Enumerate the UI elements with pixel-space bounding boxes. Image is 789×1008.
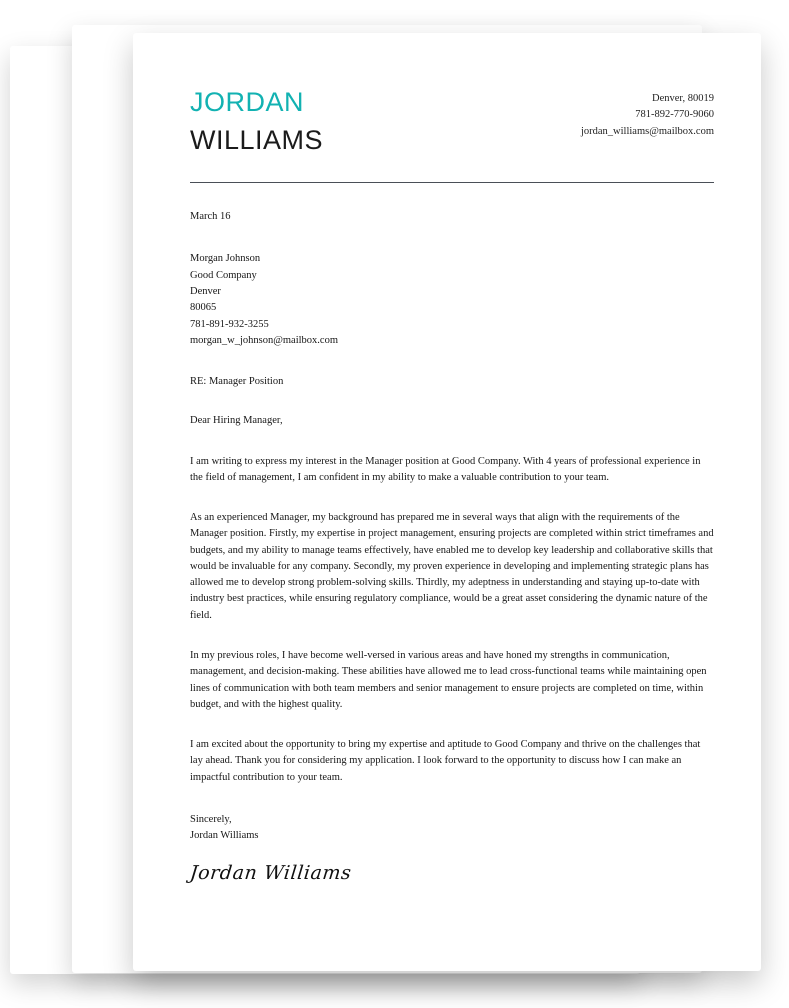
- body-paragraph-4: I am excited about the opportunity to bring my expertise and aptitude to Good Company and thrive on the challenges that lay ahead. Thank you for considering my application. I look forward to the opportunity to discuss how I can make an impactful contribution to your team.: [190, 739, 701, 783]
- last-name: WILLIAMS: [190, 124, 324, 155]
- sender-name: Jordan Williams: [190, 830, 259, 842]
- recipient-city: Denver: [190, 286, 221, 298]
- first-name: JORDAN: [190, 87, 305, 117]
- valediction: Sincerely,: [190, 813, 232, 825]
- salutation: Dear Hiring Manager,: [190, 415, 283, 427]
- recipient-phone: 781-891-932-3255: [190, 318, 269, 330]
- recipient-company: Good Company: [190, 269, 257, 281]
- letter-date: March 16: [190, 211, 231, 223]
- subject-line: RE: Manager Position: [190, 376, 284, 388]
- closing-block: [190, 812, 714, 845]
- contact-phone: 781-892-770-9060: [635, 109, 714, 121]
- signature: Jordan Williams: [188, 862, 353, 885]
- letter-content: [190, 88, 714, 884]
- contact-location: Denver, 80019: [652, 93, 714, 104]
- contact-block: [581, 88, 714, 140]
- recipient-postal: 80065: [190, 302, 217, 314]
- body-paragraph-2: As an experienced Manager, my background has prepared me in several ways that align with the requirements of the Manager position. Firstly, my expertise in project management, ensuring projects are completed within strict timeframes and budgets, and my ability to manage teams effectively, have enabled me to develop key leadership and collaborative skills that would be invaluable for any company. Secondly, my proven experience in developing and implementing strategic plans has allowed me to develop strong problem-solving skills. Thirdly, my adeptness in understanding and staying up-to-date with industry best practices, while ensuring regulatory compliance, would be a great asset considering the dynamic nature of the field.: [190, 512, 714, 621]
- recipient-email: morgan_w_johnson@mailbox.com: [190, 334, 339, 346]
- header-divider: [190, 182, 714, 183]
- body-paragraph-3: In my previous roles, I have become well-versed in various areas and have honed my strengths in communication, management, and decision-making. These abilities have allowed me to lead cross-functional teams while maintaining open lines of communication with both team members and senior management to ensure projects are completed on time, within budget, and with the highest quality.: [190, 650, 707, 710]
- letter-header: [190, 88, 714, 154]
- recipient-name: Morgan Johnson: [190, 253, 261, 265]
- body-paragraph-1: I am writing to express my interest in the Manager position at Good Company. With 4 years of professional experience in the field of management, I am confident in my ability to make a valuable contribution to your team.: [190, 455, 701, 483]
- cover-letter-page: [133, 33, 761, 971]
- recipient-block: [190, 251, 714, 349]
- contact-email: jordan_williams@mailbox.com: [580, 125, 714, 137]
- name-block: [190, 88, 323, 154]
